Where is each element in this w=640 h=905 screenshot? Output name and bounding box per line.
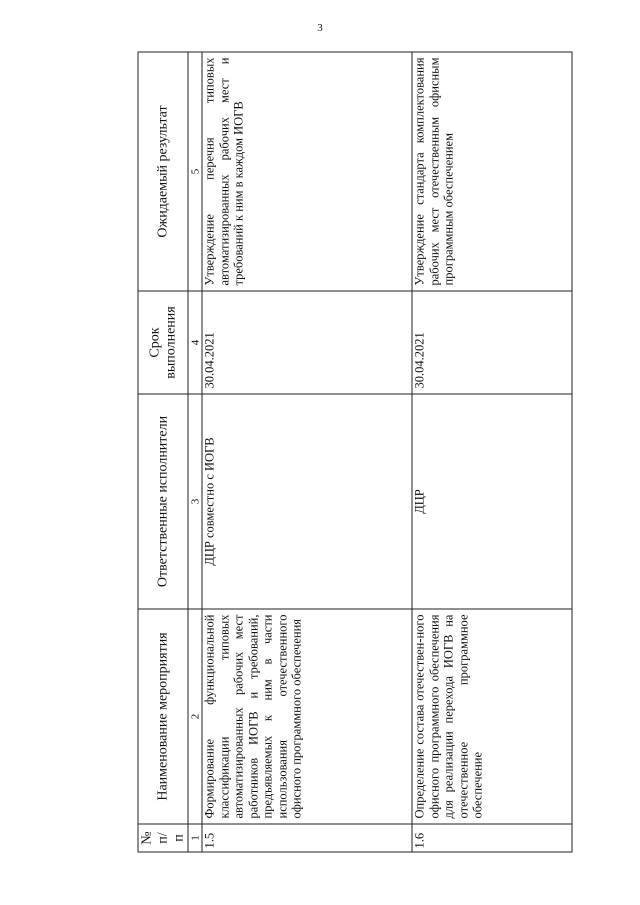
row-expected-result: Утверждение перечня типовых автоматизированных рабочих мест и требований к ним в каждом ИОГВ bbox=[202, 52, 412, 291]
column-number: 5 bbox=[188, 52, 202, 291]
row-expected-result: Утверждение стандарта комплектования рабочих мест отечественным офисным программным обеспечением bbox=[412, 52, 572, 291]
column-number: 3 bbox=[188, 394, 202, 609]
column-number: 1 bbox=[188, 824, 202, 852]
row-activity-name: Определение состава отечествен-ного офисного программного обеспечения для реализации перехода ИОГВ на отечественное программное обеспечение bbox=[412, 609, 572, 824]
column-number: 2 bbox=[188, 609, 202, 824]
row-responsible: ДЦР bbox=[412, 394, 572, 609]
row-number: 1.5 bbox=[202, 824, 412, 852]
row-responsible: ДЦР совместно с ИОГВ bbox=[202, 394, 412, 609]
row-deadline: 30.04.2021 bbox=[202, 291, 412, 394]
header-row bbox=[138, 52, 188, 852]
column-number-row bbox=[188, 52, 202, 852]
column-number: 4 bbox=[188, 291, 202, 394]
row-number: 1.6 bbox=[412, 824, 572, 852]
table-row bbox=[202, 52, 412, 852]
plan-table bbox=[138, 52, 573, 853]
row-deadline: 30.04.2021 bbox=[412, 291, 572, 394]
rotated-table-container bbox=[138, 53, 573, 853]
table-row bbox=[412, 52, 572, 852]
row-activity-name: Формирование функциональной классификации типовых автоматизированных рабочих мест работников ИОГВ и требований, предъявляемых к ним в части использования отечественного офисного программного обеспечения bbox=[202, 609, 412, 824]
header-responsible: Ответственные исполнители bbox=[138, 394, 188, 609]
header-result: Ожидаемый результат bbox=[138, 52, 188, 291]
header-num: № п/п bbox=[138, 824, 188, 852]
header-name: Наименование мероприятия bbox=[138, 609, 188, 824]
header-deadline: Срок выполнения bbox=[138, 291, 188, 394]
page-number: 3 bbox=[317, 22, 323, 34]
